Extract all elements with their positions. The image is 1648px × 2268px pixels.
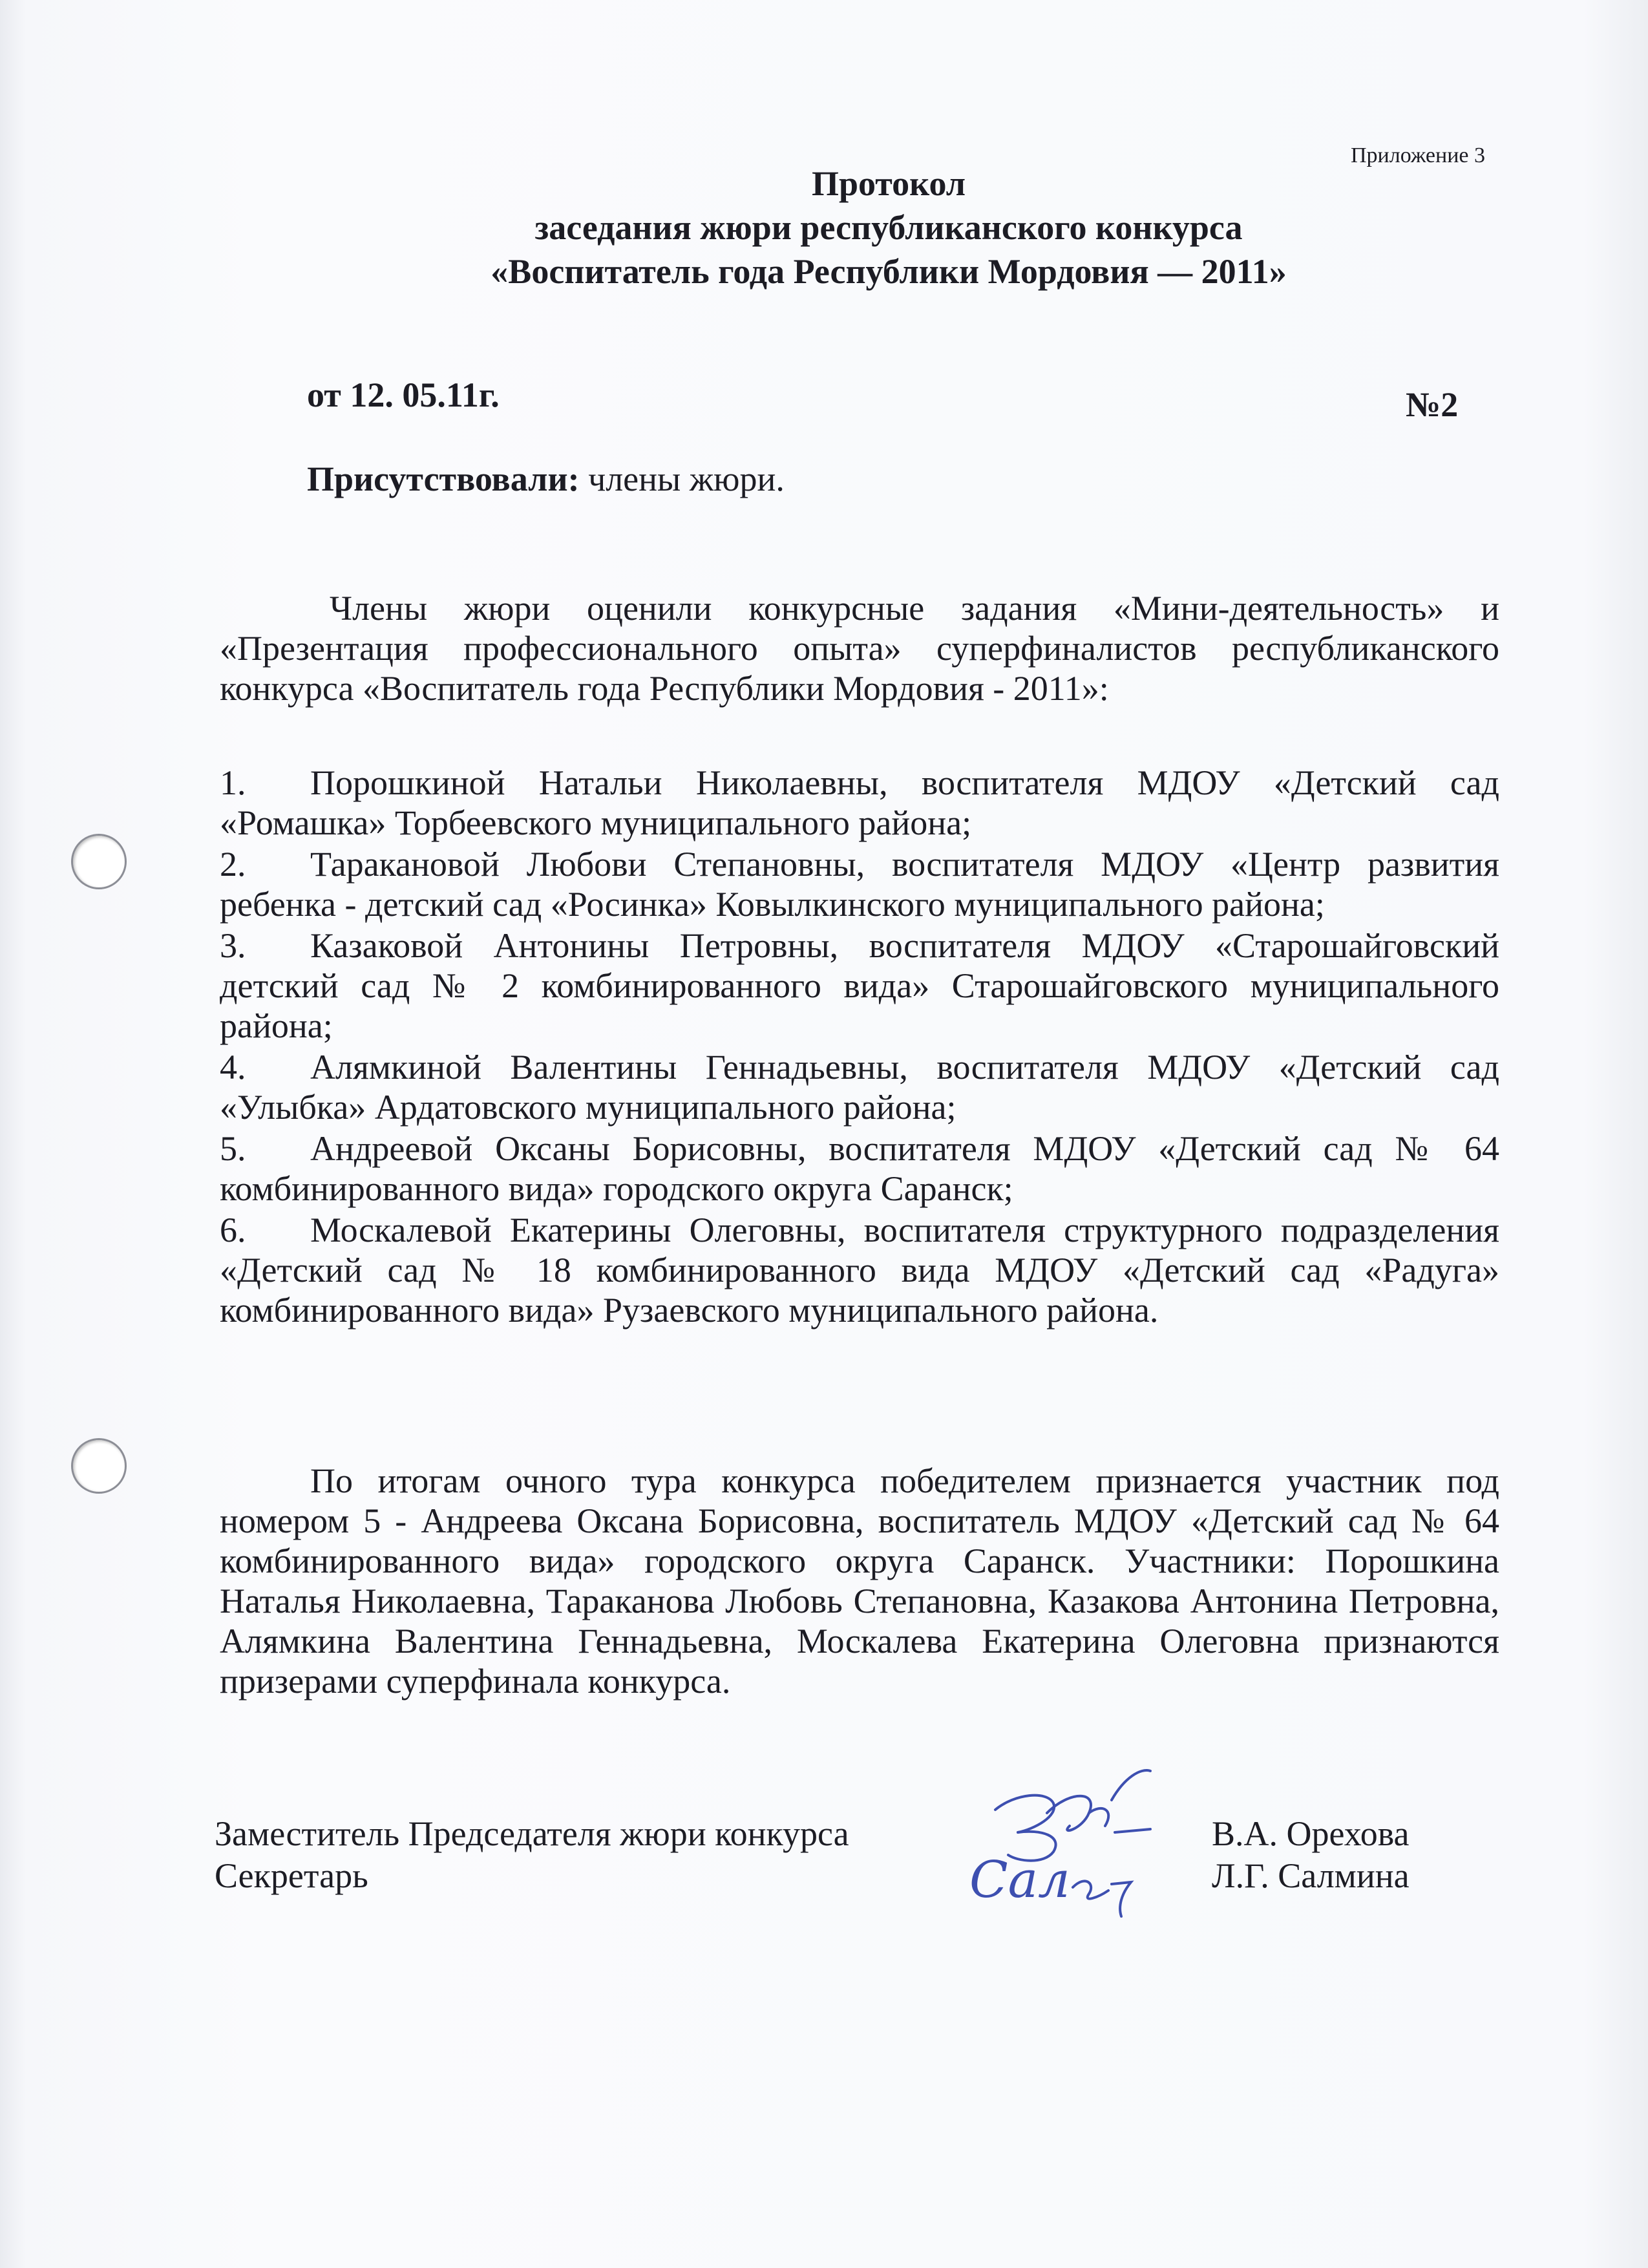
- attendance-line: [307, 459, 785, 499]
- list-item-number: 6.: [220, 1211, 246, 1249]
- title-line-2: заседания жюри республиканского конкурса: [534, 208, 1243, 247]
- punch-hole-bottom: [71, 1438, 127, 1494]
- handwritten-signature: [956, 1765, 1176, 1920]
- list-item: [220, 1047, 1499, 1127]
- participants-list: [220, 763, 1499, 1331]
- list-item-text: Алямкиной Валентины Геннадьевны, воспитателя МДОУ «Детский сад «Улыбка» Ардатовского муниципального района;: [220, 1048, 1499, 1127]
- signatory-name-deputy-chair: В.А. Орехова: [1212, 1814, 1410, 1853]
- attendance-label: Присутствовали:: [307, 460, 580, 498]
- protocol-number: №2: [1406, 385, 1459, 424]
- list-item-text: Москалевой Екатерины Олеговны, воспитателя структурного подразделения «Детский сад № 18 комбинированного вида МДОУ «Детский сад «Радуга» комбинированного вида» Рузаевского муниципального района.: [220, 1211, 1499, 1330]
- signatory-role-secretary: Секретарь: [215, 1856, 368, 1895]
- list-item: [220, 844, 1499, 924]
- list-item-number: 5.: [220, 1129, 246, 1168]
- list-item-number: 4.: [220, 1048, 246, 1086]
- attendance-value: члены жюри.: [579, 460, 785, 498]
- title-line-3: «Воспитатель года Республики Мордовия — 2011»: [491, 252, 1287, 291]
- list-item-text: Казаковой Антонины Петровны, воспитателя МДОУ «Старошайговский детский сад № 2 комбинированного вида» Старошайговского муниципального района;: [220, 926, 1499, 1045]
- list-item-text: Порошкиной Натальи Николаевны, воспитателя МДОУ «Детский сад «Ромашка» Торбеевского муниципального района;: [220, 763, 1499, 842]
- appendix-label: Приложение 3: [1351, 143, 1485, 167]
- title-line-1: Протокол: [811, 164, 966, 203]
- list-item-number: 1.: [220, 763, 246, 802]
- signature-script: Сал: [969, 1851, 1070, 1909]
- list-item: [220, 1210, 1499, 1330]
- signatory-name-secretary: Л.Г. Салмина: [1212, 1856, 1410, 1895]
- list-item-text: Андреевой Оксаны Борисовны, воспитателя МДОУ «Детский сад № 64 комбинированного вида» городского округа Саранск;: [220, 1129, 1499, 1208]
- punch-hole-top: [71, 834, 127, 889]
- list-item-number: 3.: [220, 926, 246, 965]
- result-paragraph: По итогам очного тура конкурса победителем признается участник под номером 5 - Андреева Оксана Борисовна, воспитатель МДОУ «Детский сад № 64 комбинированного вида» городского округа Саранск. Участники: Порошкина Наталья Николаевна, Тараканова Любовь Степановна, Казакова Антонина Петровна, Алямкина Валентина Геннадьевна, Москалева Екатерина Олеговна признаются призерами суперфинала конкурса.: [220, 1461, 1499, 1701]
- list-item: [220, 1129, 1499, 1209]
- signatory-role-deputy-chair: Заместитель Председателя жюри конкурса: [215, 1814, 849, 1853]
- intro-paragraph: Члены жюри оценили конкурсные задания «Мини-деятельность» и «Презентация профессионального опыта» суперфиналистов республиканского конкурса «Воспитатель года Республики Мордовия - 2011»:: [220, 589, 1499, 708]
- list-item: [220, 926, 1499, 1046]
- document-title: [388, 162, 1389, 293]
- protocol-date: от 12. 05.11г.: [307, 376, 500, 414]
- list-item-number: 2.: [220, 845, 246, 884]
- list-item-text: Таракановой Любови Степановны, воспитателя МДОУ «Центр развития ребенка - детский сад «Росинка» Ковылкинского муниципального района;: [220, 845, 1499, 924]
- list-item: [220, 763, 1499, 843]
